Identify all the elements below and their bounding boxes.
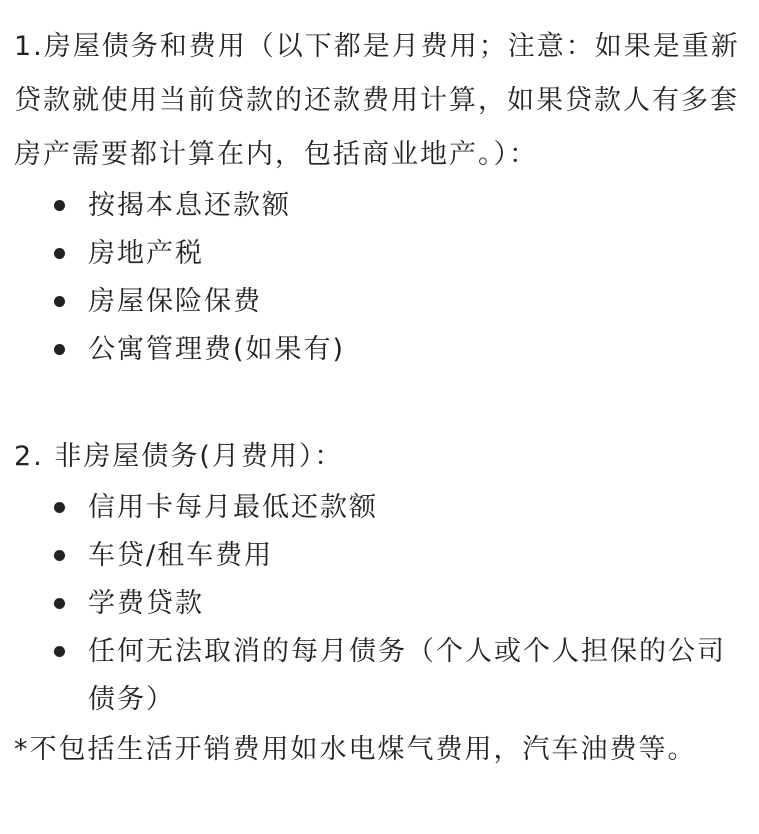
list-item-text: 学费贷款 (88, 588, 204, 619)
bullet-icon (54, 598, 65, 609)
bullet-icon (54, 502, 65, 513)
list-item-text: 按揭本息还款额 (88, 190, 291, 221)
list-item-text: 车贷/租车费用 (88, 540, 274, 571)
section-2-list (14, 484, 745, 724)
list-item (14, 230, 745, 278)
list-item-text: 信用卡每月最低还款额 (88, 492, 378, 523)
section-1-title: 1.房屋债务和费用（以下都是月费用；注意：如果是重新贷款就使用当前贷款的还款费用计算，如果贷款人有多套房产需要都计算在内，包括商业地产。）： (14, 31, 740, 170)
list-item (14, 580, 745, 628)
list-item (14, 532, 745, 580)
section-2-title: 2. 非房屋债务(月费用）： (14, 441, 344, 472)
list-item (14, 278, 745, 326)
section-gap (14, 374, 745, 430)
bullet-icon (54, 344, 65, 355)
list-item (14, 628, 745, 724)
list-item (14, 182, 745, 230)
list-item (14, 326, 745, 374)
section-1-list (14, 182, 745, 374)
list-item (14, 484, 745, 532)
bullet-icon (54, 248, 65, 259)
footnote: *不包括生活开销费用如水电煤气费用，汽车油费等。 (14, 734, 697, 765)
list-item-text: 房屋保险保费 (88, 286, 262, 317)
bullet-icon (54, 646, 65, 657)
list-item-text: 任何无法取消的每月债务（个人或个人担保的公司债务） (88, 636, 726, 715)
list-item-text: 房地产税 (88, 238, 204, 269)
list-item-text: 公寓管理费(如果有) (88, 334, 346, 365)
bullet-icon (54, 550, 65, 561)
bullet-icon (54, 200, 65, 211)
bullet-icon (54, 296, 65, 307)
